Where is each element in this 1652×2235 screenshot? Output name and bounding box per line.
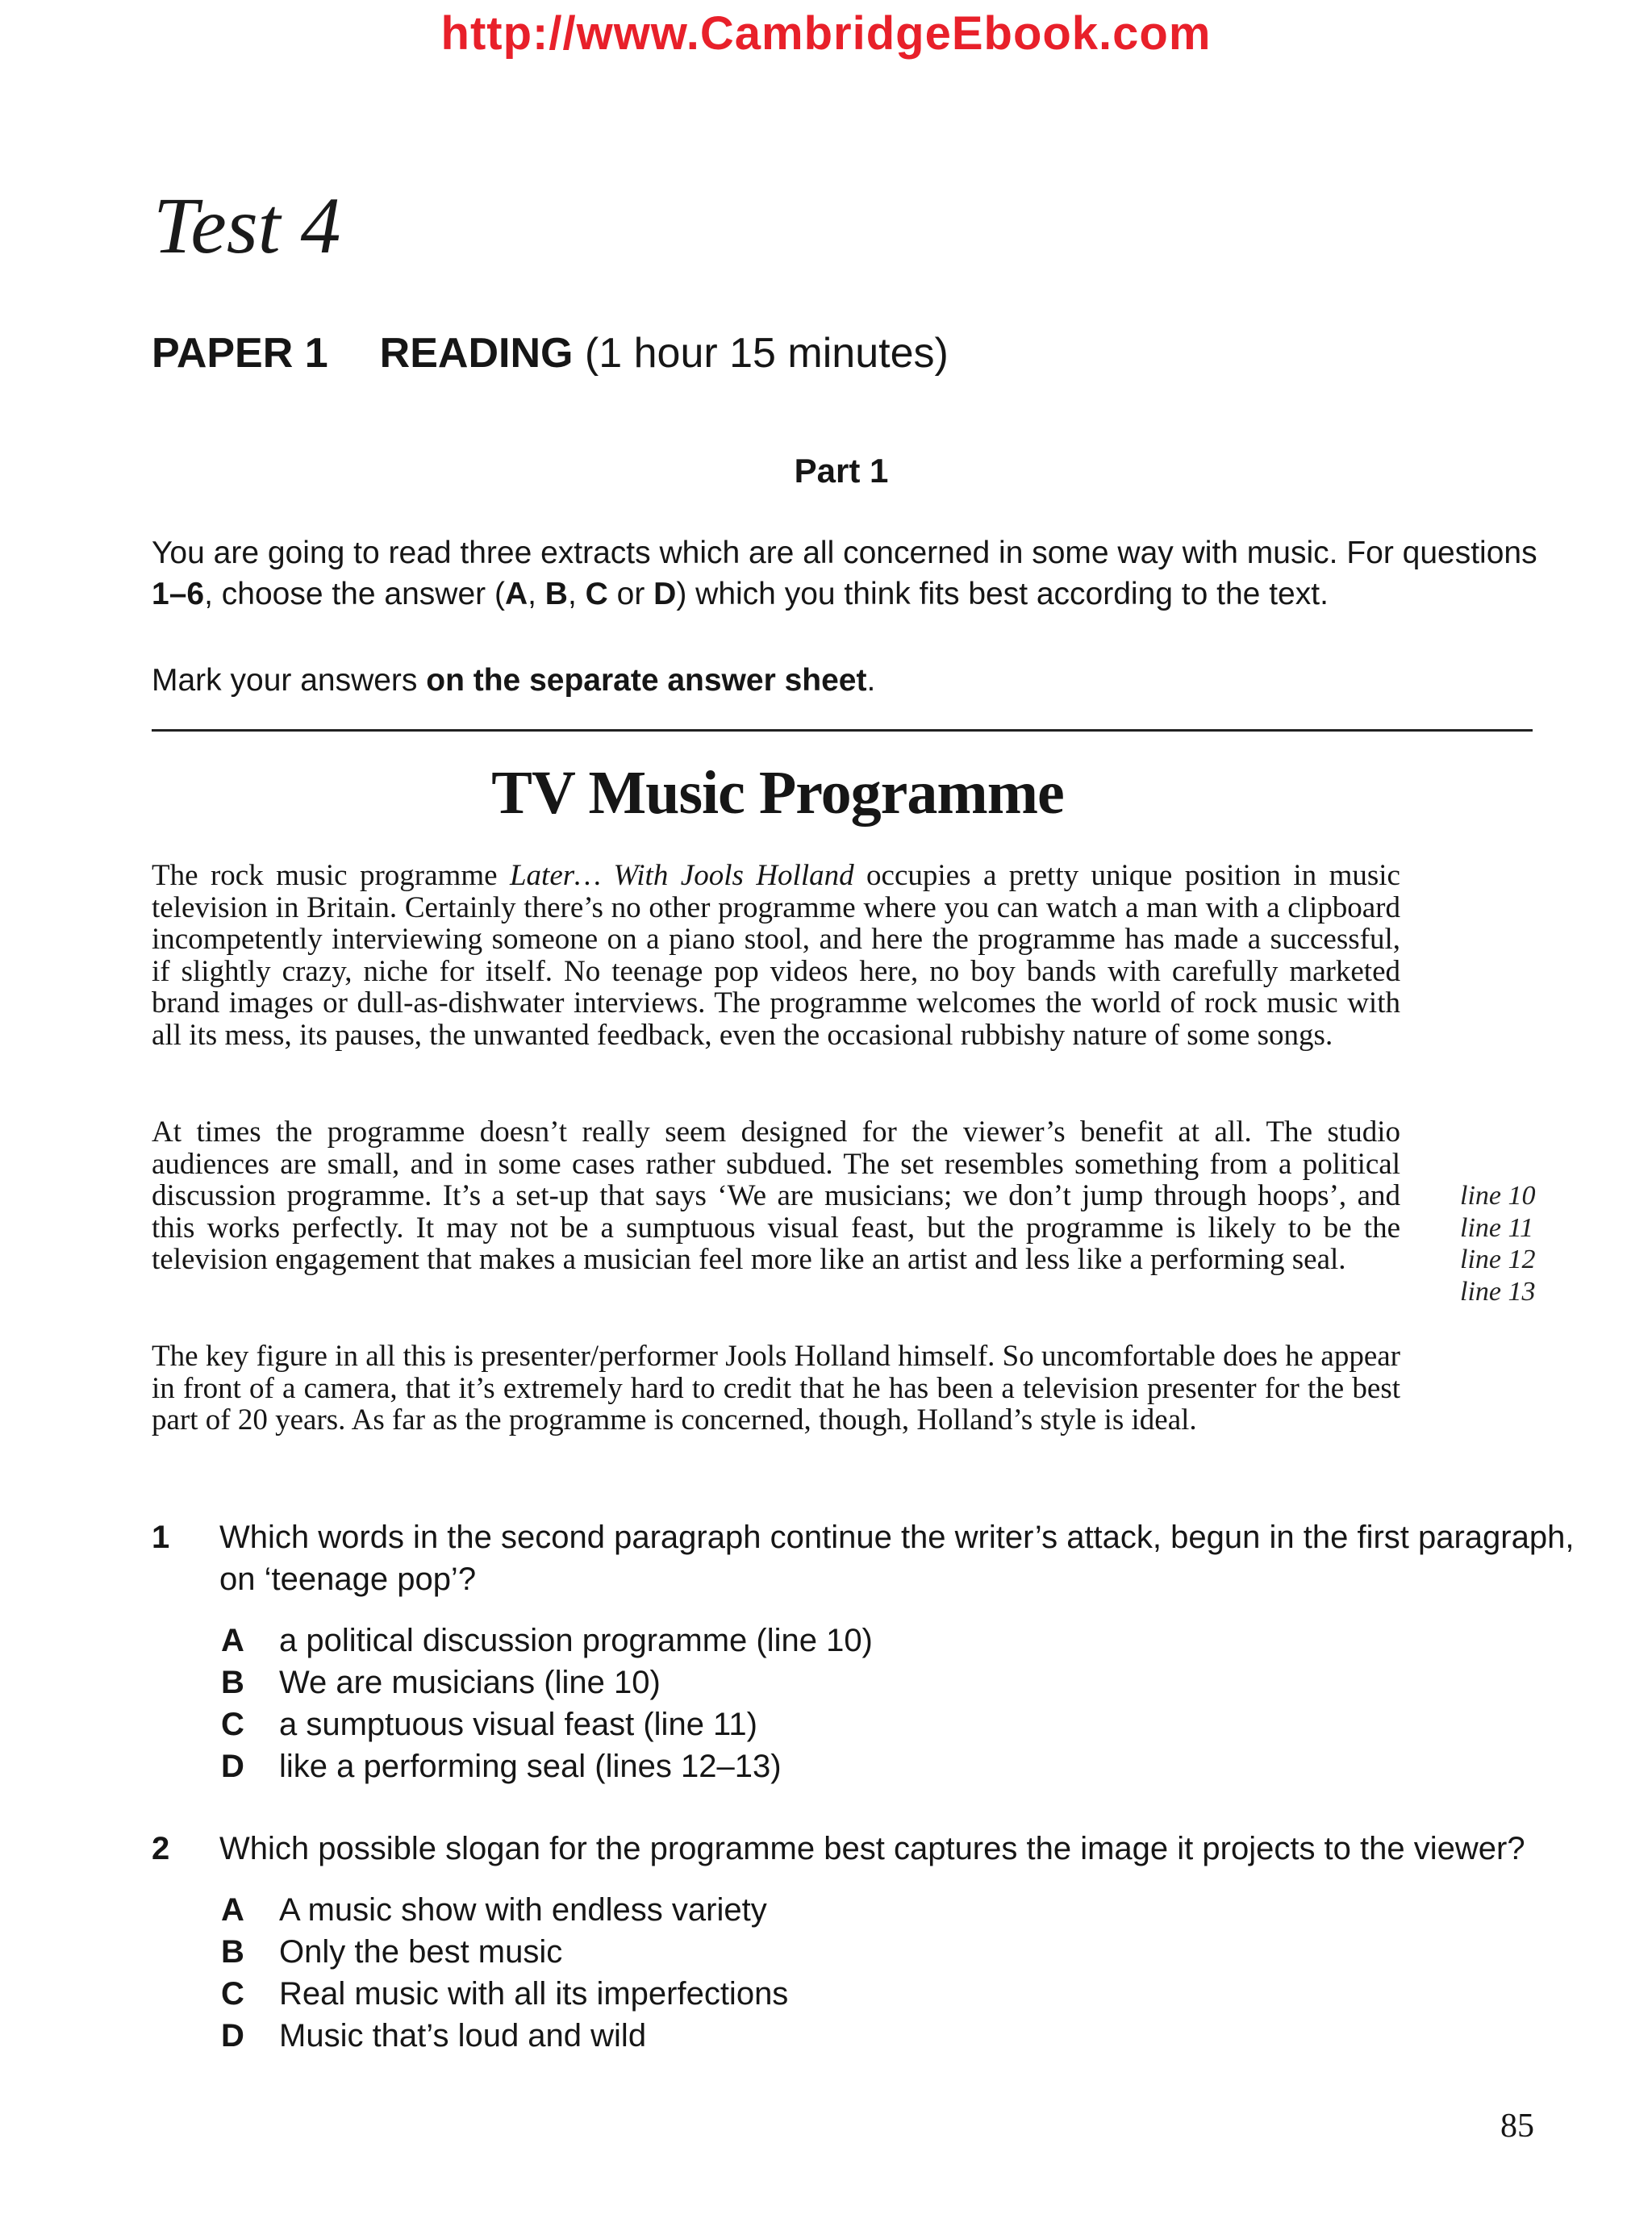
- question-stem: Which possible slogan for the programme best captures the image it projects to the viewer?: [219, 1831, 1525, 1866]
- paragraph-text: occupies a pretty unique position in music television in Britain. Certainly there’s no other programme where you can watch a man with a clipboard incompetently interviewing someone on a piano stool, and here the programme has made a successful, if slightly crazy, niche for itself. No teenage pop videos here, no boy bands with carefully marketed brand images or dull-as-dishwater interviews. The programme welcomes the world of rock music with all its mess, its pauses, the unwanted feedback, even the occasional rubbishy nature of some songs.: [152, 859, 1400, 1052]
- option-letter: B: [221, 1665, 244, 1700]
- line-marker: line 11: [1460, 1212, 1533, 1243]
- test-title: Test 4: [153, 181, 341, 270]
- paper-heading: [152, 329, 949, 377]
- question-number: 1: [152, 1520, 170, 1555]
- option-letter: A: [221, 1892, 244, 1928]
- paper-duration: (1 hour 15 minutes): [584, 330, 949, 377]
- divider: [152, 729, 1533, 732]
- question-stem: Which words in the second paragraph continue the writer’s attack, begun in the first paragraph, on ‘teenage pop’?: [219, 1520, 1575, 1597]
- instruction-emphasis: on the separate answer sheet: [426, 663, 867, 698]
- line-markers: [1460, 1180, 1535, 1307]
- option-letter: D: [653, 577, 677, 611]
- show-title: Later… With Jools Holland: [509, 859, 854, 892]
- option-letter: C: [585, 577, 608, 611]
- article-paragraph-3: The key figure in all this is presenter/performer Jools Holland himself. So uncomfortable does he appear in front of a camera, that it’s extremely hard to credit that he has been a television presenter for the best part of 20 years. As far as the programme is concerned, though, Holland’s style is ideal.: [152, 1340, 1400, 1436]
- instructions-text: ) which you think fits best according to the text.: [676, 577, 1329, 611]
- option-text: We are musicians (line 10): [279, 1665, 661, 1700]
- instructions-line-2: [152, 573, 1539, 615]
- paper-label: PAPER 1: [152, 330, 328, 377]
- option-letter: A: [221, 1623, 244, 1658]
- page-number: 85: [1500, 2108, 1534, 2145]
- option-text: a political discussion programme (line 10): [279, 1623, 873, 1658]
- option-letter: D: [221, 2018, 244, 2054]
- option-letter: C: [221, 1976, 244, 2012]
- watermark-url: http://www.CambridgeEbook.com: [440, 7, 1212, 60]
- separator: or: [607, 577, 654, 611]
- option-letter: B: [544, 577, 568, 611]
- article-paragraph-1: [152, 860, 1400, 1051]
- option-text: Real music with all its imperfections: [279, 1976, 789, 2012]
- separator: ,: [567, 577, 586, 611]
- instruction-text: .: [866, 663, 876, 698]
- option-text: Music that’s loud and wild: [279, 2018, 647, 2054]
- instructions-line-1: You are going to read three extracts which are all concerned in some way with music. For questions: [152, 536, 1537, 570]
- line-marker: line 12: [1460, 1245, 1536, 1274]
- option-letter: C: [221, 1707, 244, 1742]
- part-title: Part 1: [794, 452, 889, 490]
- instruction-text: Mark your answers: [152, 663, 427, 698]
- question-number: 2: [152, 1831, 170, 1866]
- line-marker: line 10: [1460, 1181, 1536, 1211]
- separator: ,: [528, 577, 545, 611]
- option-text: a sumptuous visual feast (line 11): [279, 1707, 757, 1742]
- option-text: Only the best music: [279, 1934, 563, 1970]
- article-title: TV Music Programme: [491, 759, 1064, 827]
- paper-section: READING: [379, 330, 574, 377]
- question-range: 1–6: [152, 577, 205, 611]
- option-text: like a performing seal (lines 12–13): [279, 1749, 782, 1784]
- line-marker: line 13: [1460, 1276, 1536, 1307]
- answer-sheet-instruction: [152, 660, 1539, 701]
- option-letter: B: [221, 1934, 244, 1970]
- paragraph-text: The rock music programme: [152, 859, 510, 892]
- article-paragraph-2: At times the programme doesn’t really seem designed for the viewer’s benefit at all. The studio audiences are small, and in some cases rather subdued. The set resembles something from a political discussion programme. It’s a set-up that says ‘We are musicians; we don’t jump through hoops’, and this works perfectly. It may not be a sumptuous visual feast, but the programme is likely to be the television engagement that makes a musician feel more like an artist and less like a performing seal.: [152, 1115, 1400, 1276]
- instructions: [152, 532, 1539, 615]
- instructions-text: , choose the answer (: [204, 577, 505, 611]
- option-letter: A: [504, 577, 528, 611]
- option-text: A music show with endless variety: [279, 1892, 767, 1928]
- option-letter: D: [221, 1749, 244, 1784]
